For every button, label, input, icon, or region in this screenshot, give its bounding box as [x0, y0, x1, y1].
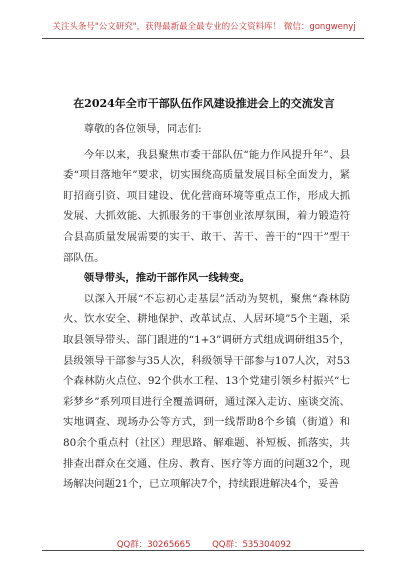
header-promo-note: 关注头条号"公文研究"，获得最新最全最专业的公文资料库！ 微信：gongwenyj: [52, 22, 356, 32]
body-paragraph: 以深入开展“不忘初心走基层”活动为契机，聚焦“森林防火、饮水安全、耕地保护、改革试点、人居环境”5个主题，采取县领导带头、部门跟进的“1+3”调研方式组成调研组35个，县级领导干部参与35人次，科级领导干部参与107人次，对53个森林防火点位、92个供水工程、13个党建引领乡村振兴“七彩梦乡”系列项目进行全覆盖调研，通过深入走访、座谈交流、实地调查、现场办公等方式，到一线帮助8个乡镇（街道）和80余个重点村（社区）理思路、解难题、补短板、抓落实，共排查出群众在交通、住房、教育、医疗等方面的问题32个，现场解决问题21个，已立项解决7个，持续跟进解决4个，妥善: [63, 292, 350, 491]
document-title: 在2024年全市干部队伍作风建设推进会上的交流发言: [73, 97, 335, 110]
header-divider: [42, 38, 364, 39]
greeting-line: 尊敬的各位领导，同志们:: [83, 123, 202, 135]
body-paragraph: 今年以来，我县聚焦市委干部队伍“能力作风提升年”、县委“项目落地年”要求，切实围绕高质量发展目标全面发力，紧盯招商引资、项目建设、优化营商环境等重点工作，形成大抓发展、大抓效能、大抓服务的干事创业浓厚氛围，着力锻造符合县高质量发展需要的实干、敢干、苦干、善干的“四干”型干部队伍。: [63, 148, 350, 264]
document-body: [63, 119, 350, 495]
footer-qq-groups: QQ群：30265665 QQ群：535304092: [116, 540, 292, 550]
footer-divider: [42, 550, 364, 551]
section-heading: 领导带头，推动干部作风一线转变。: [83, 272, 251, 285]
